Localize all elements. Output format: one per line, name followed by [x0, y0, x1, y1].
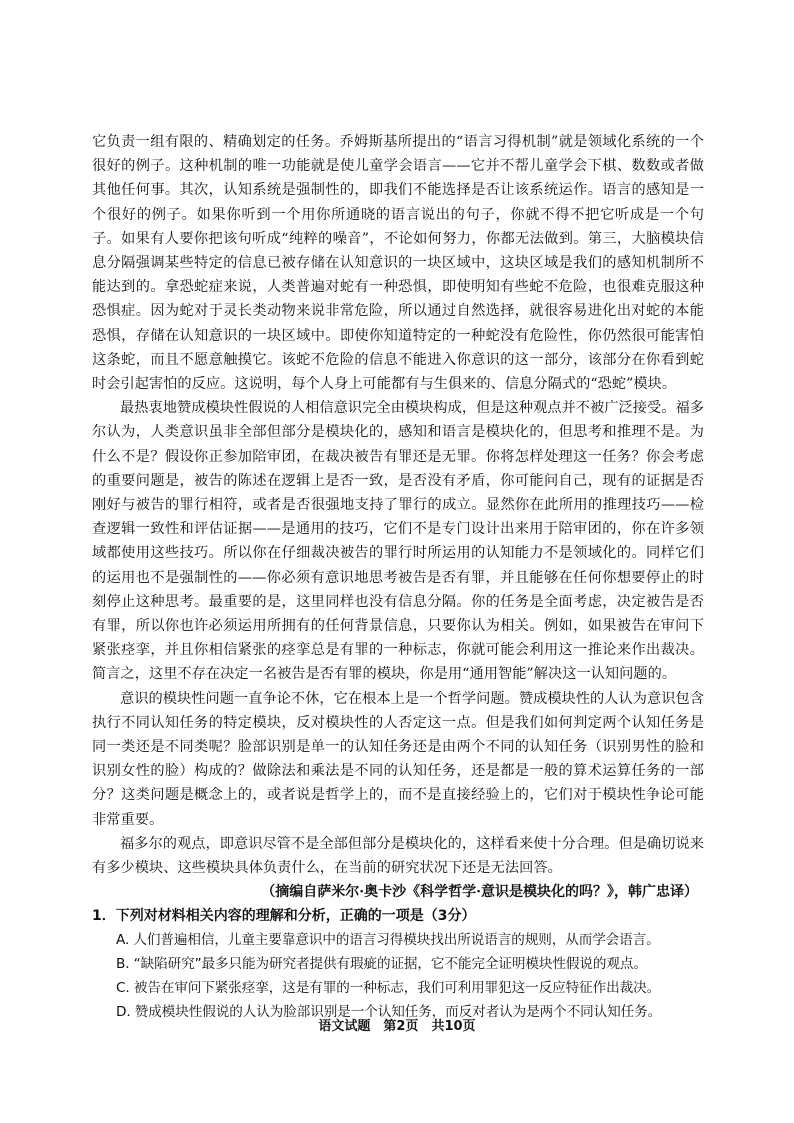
question-stem: 1．下列对材料相关内容的理解和分析，正确的一项是（3分）: [92, 908, 476, 925]
option-b: B. “缺陷研究”最多只能为研究者提供有瑕疵的证据，它不能完全证明模块性假说的观点。: [116, 956, 647, 973]
paragraph-1: 它负责一组有限的、精确划定的任务。乔姆斯基所提出的“语言习得机制”就是领域化系统的一个很好的例子。这种机制的唯一功能就是使儿童学会语言——它并不帮儿童学会下棋、数数或者做其他任何事。其次，认知系统是强制性的，即我们不能选择是否让该系统运作。语言的感知是一个很好的例子。如果你听到一个用你所通晓的语言说出的句子，你就不得不把它听成是一个句子。如果有人要你把该句听成“纯粹的噪音”，不论如何努力，你都无法做到。第三，大脑模块信息分隔强调某些特定的信息已被存储在认知意识的一块区域中，这块区域是我们的感知机制所不能达到的。拿恐蛇症来说，人类普遍对蛇有一种恐惧，即使明知有些蛇不危险，也很难克服这种恐惧症。因为蛇对于灵长类动物来说非常危险，所以通过自然选择，就很容易进化出对蛇的本能恐惧，存储在认知意识的一块区域中。即使你知道特定的一种蛇没有危险性，你仍然很可能害怕这条蛇，而且不愿意触摸它。该蛇不危险的信息不能进入你意识的这一部分，该部分在你看到蛇时会引起害怕的反应。这说明，每个人身上可能都有与生俱来的、信息分隔式的“恐蛇”模块。: [92, 134, 704, 393]
paragraph-3: 意识的模块性问题一直争论不休，它在根本上是一个哲学问题。赞成模块性的人认为意识包含执行不同认知任务的特定模块，反对模块性的人否定这一点。但是我们如何判定两个认知任务是同一类还是不同类呢？脸部识别是单一的认知任务还是由两个不同的认知任务（识别男性的脸和识别女性的脸）构成的？做除法和乘法是不同的认知任务，还是都是一般的算术运算任务的一部分？这类问题是概念上的，或者说是哲学上的，而不是直接经验上的，它们对于模块性争论可能非常重要。: [92, 690, 704, 828]
option-a: A. 人们普遍相信，儿童主要靠意识中的语言习得模块找出所说语言的规则，从而学会语言。: [116, 932, 660, 949]
answer-options: [92, 928, 704, 1024]
page-footer: 语文试题 第2页 共10页: [318, 1019, 476, 1034]
option-c: C. 被告在审问下紧张痉挛，这是有罪的一种标志，我们可利用罪犯这一反应特征作出裁决。: [116, 980, 661, 997]
paragraph-4: 福多尔的观点，即意识尽管不是全部但部分是模块化的，这样看来使十分合理。但是确切说来有多少模块、这些模块具体负责什么，在当前的研究状况下还是无法回答。: [92, 835, 704, 877]
paragraph-2: 最热衷地赞成模块性假说的人相信意识完全由模块构成，但是这种观点并不被广泛接受。福多尔认为，人类意识虽非全部但部分是模块化的，感知和语言是模块化的，但思考和推理不是。为什么不是？假设你正参加陪审团，在裁决被告有罪还是无罪。你将怎样处理这一任务？你会考虑的重要问题是，被告的陈述在逻辑上是否一致，是否没有矛盾，你可能问自己，现有的证据是否刚好与被告的罪行相符，或者是否很强地支持了罪行的成立。显然你在此所用的推理技巧——检查逻辑一致性和评估证据——是通用的技巧，它们不是专门设计出来用于陪审团的，你在许多领域都使用这些技巧。所以你在仔细裁决被告的罪行时所运用的认知能力不是领域化的。同样它们的运用也不是强制性的——你必须有意识地思考被告是否有罪，并且能够在任何你想要停止的时刻停止这种思考。最重要的是，这里同样也没有信息分隔。你的任务是全面考虑，决定被告是否有罪，所以你也许必须运用所拥有的任何背景信息，只要你认为相关。例如，如果被告在审问下紧张痉挛，并且你相信紧张的痉挛总是有罪的一种标志，你就可能会利用这一推论来作出裁决。简言之，这里不存在决定一名被告是否有罪的模块，你是用“通用智能”解决这一认知问题的。: [92, 400, 704, 683]
option-d: D. 赞成模块性假说的人认为脸部识别是一个认知任务，而反对者认为是两个不同认知任务。: [116, 1004, 662, 1021]
source-attribution: （摘编自萨米尔·奥卡沙《科学哲学·意识是模块化的吗？》，韩广忠译）: [261, 884, 698, 901]
reading-passage: [92, 130, 704, 1024]
